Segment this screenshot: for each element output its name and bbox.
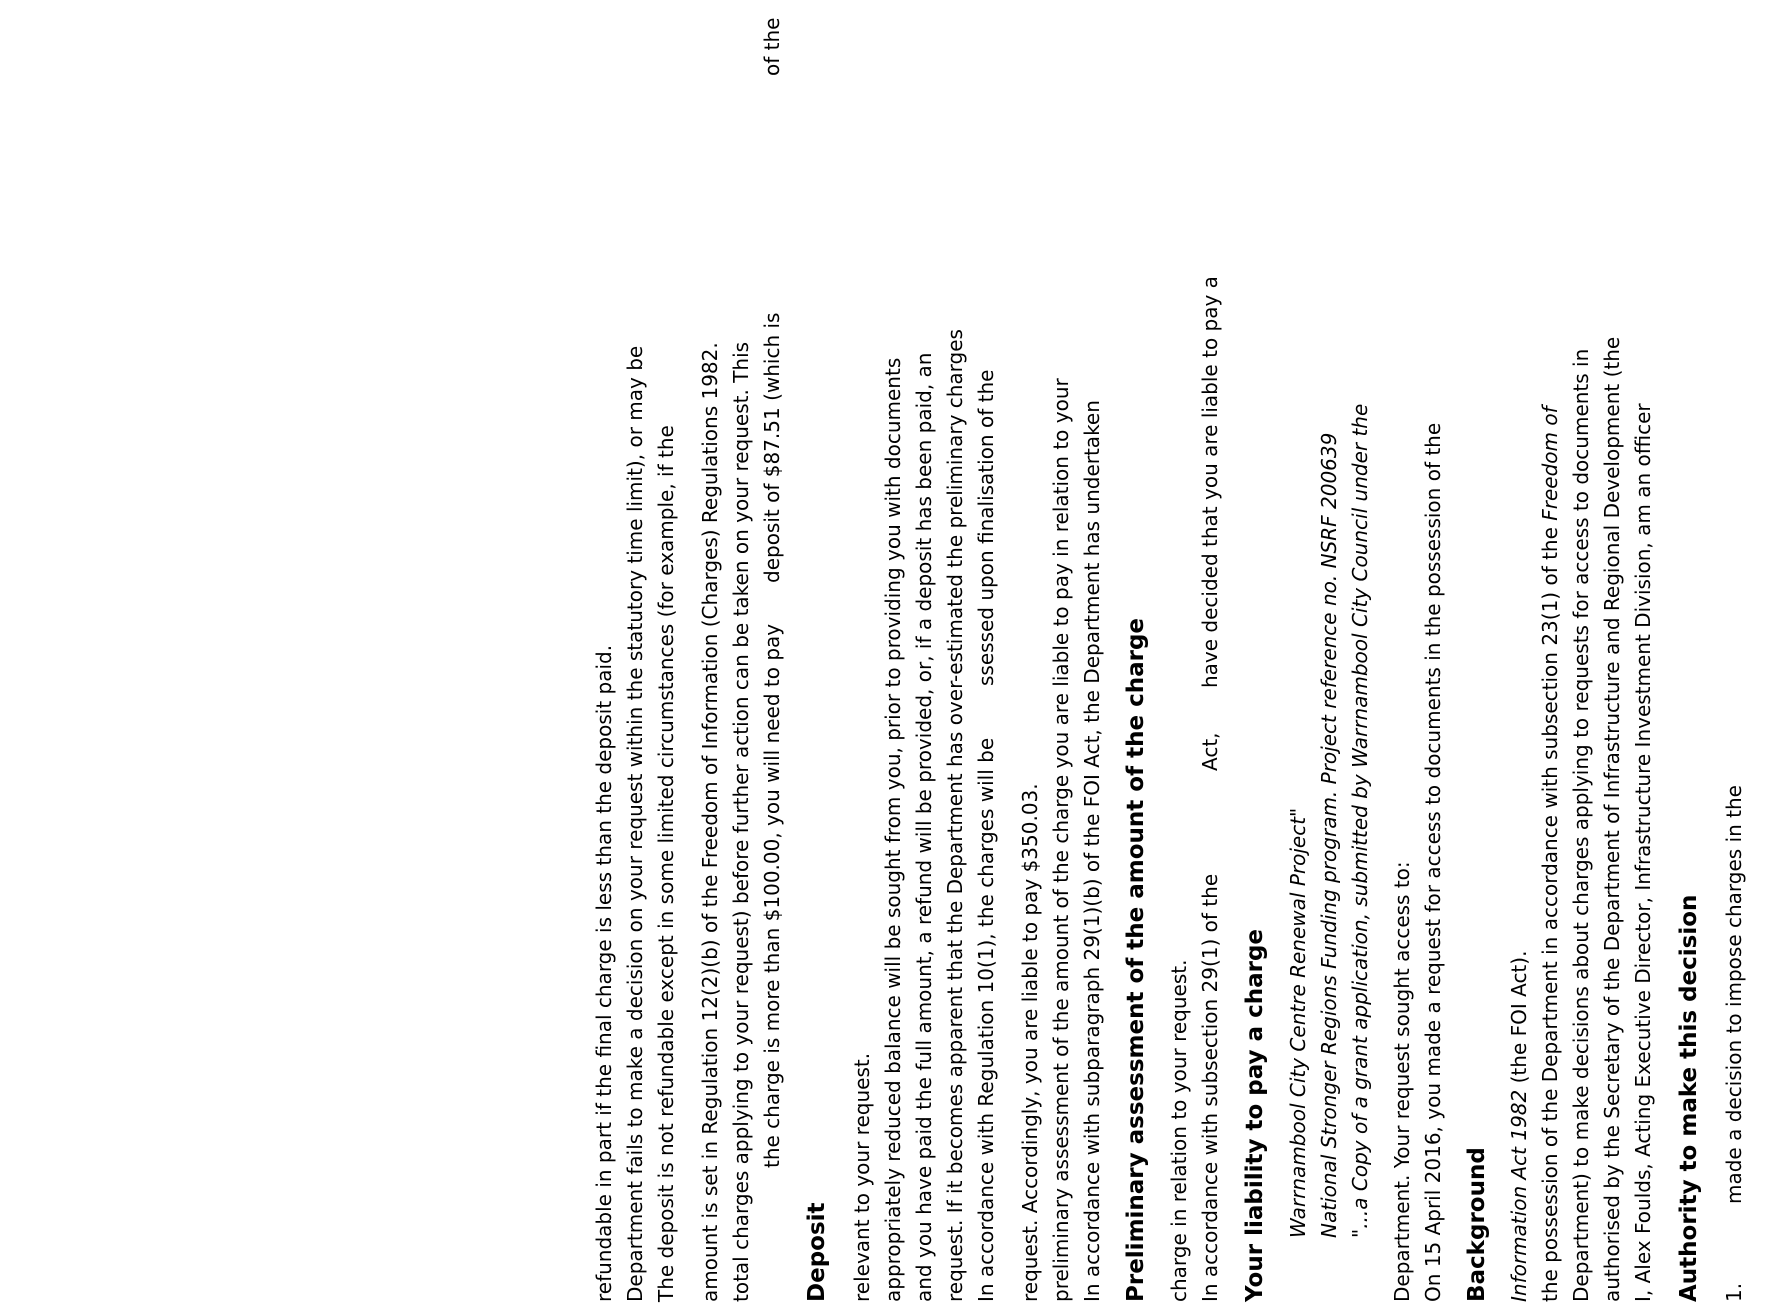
paragraph-line: relevant to your request. bbox=[850, 1052, 874, 1302]
paragraph-line: The deposit is not refundable except in some limited circumstances (for example, if the bbox=[654, 425, 678, 1302]
act-title-italic: Information Act 1982 bbox=[1507, 1089, 1531, 1302]
paragraph-line: In accordance with Regulation 10(1), the charges will be bbox=[974, 737, 998, 1302]
paragraph-line: I, Alex Foulds, Acting Executive Director, Infrastructure Investment Division, am an officer bbox=[1631, 403, 1655, 1302]
section-heading-background: Background bbox=[1464, 1147, 1490, 1302]
paragraph-line: preliminary assessment of the amount of the charge you are liable to pay in relation to your bbox=[1049, 378, 1073, 1302]
paragraph-text: (the FOI Act). bbox=[1507, 950, 1531, 1084]
act-title-italic: Freedom of bbox=[1538, 406, 1562, 521]
paragraph-line bbox=[1540, 406, 1560, 1302]
paragraph-line: Department) to make decisions about charges applying to requests for access to documents in bbox=[1569, 348, 1593, 1302]
section-heading-deposit: Deposit bbox=[804, 1202, 830, 1302]
section-heading-liability: Your liability to pay a charge bbox=[1242, 928, 1268, 1302]
list-item-text: made a decision to impose charges in the bbox=[1722, 785, 1746, 1204]
section-heading-preliminary: Preliminary assessment of the amount of the charge bbox=[1123, 617, 1149, 1302]
paragraph-line: and you have paid the full amount, a refund will be provided, or, if a deposit has been paid, an bbox=[912, 352, 936, 1302]
section-heading-authority: Authority to make this decision bbox=[1676, 894, 1702, 1302]
paragraph-line: In accordance with subsection 29(1) of the bbox=[1198, 873, 1222, 1302]
quote-line: Warrnambool City Centre Renewal Project" bbox=[1286, 807, 1310, 1238]
paragraph-line: refundable in part if the final charge is less than the deposit paid. bbox=[592, 644, 616, 1302]
paragraph-line: authorised by the Secretary of the Department of Infrastructure and Regional Development (the bbox=[1600, 336, 1624, 1302]
paragraph-line: charge in relation to your request. bbox=[1167, 959, 1191, 1302]
paragraph-line: In accordance with subparagraph 29(1)(b) of the FOI Act, the Department has undertaken bbox=[1080, 400, 1104, 1302]
paragraph-line bbox=[1509, 951, 1529, 1302]
quote-line: National Stronger Regions Funding program. Project reference no. NSRF 200639 bbox=[1317, 432, 1341, 1238]
paragraph-line: request. If it becomes apparent that the Department has over-estimated the preliminary charges bbox=[943, 329, 967, 1302]
paragraph-line: Department. Your request sought access to: bbox=[1390, 861, 1414, 1302]
quote-line: "...a Copy of a grant application, submitted by Warrnambool City Council under the bbox=[1348, 403, 1372, 1238]
paragraph-line: Department fails to make a decision on your request within the statutory time limit), or may be bbox=[623, 345, 647, 1302]
paragraph-line: of the bbox=[760, 17, 784, 76]
paragraph-text: the possession of the Department in accordance with subsection 23(1) of the bbox=[1538, 527, 1562, 1302]
list-number: 1. bbox=[1722, 1282, 1746, 1302]
paragraph-line: appropriately reduced balance will be sought from you, prior to providing you with documents bbox=[881, 357, 905, 1302]
paragraph-line: ssessed upon finalisation of the bbox=[974, 369, 998, 686]
paragraph-line: amount is set in Regulation 12(2)(b) of the Freedom of Information (Charges) Regulations 1982. bbox=[698, 342, 722, 1302]
paragraph-line: the charge is more than $100.00, you will need to pay bbox=[760, 623, 784, 1168]
paragraph-line: deposit of $87.51 (which is bbox=[760, 312, 784, 583]
paragraph-line: request. Accordingly, you are liable to pay $350.03. bbox=[1018, 783, 1042, 1302]
paragraph-line: On 15 April 2016, you made a request for access to documents in the possession of the bbox=[1421, 422, 1445, 1302]
paragraph-line: have decided that you are liable to pay a bbox=[1198, 276, 1222, 688]
paragraph-line: Act, bbox=[1198, 732, 1222, 771]
paragraph-line: total charges applying to your request) before further action can be taken on your request. This bbox=[729, 341, 753, 1302]
